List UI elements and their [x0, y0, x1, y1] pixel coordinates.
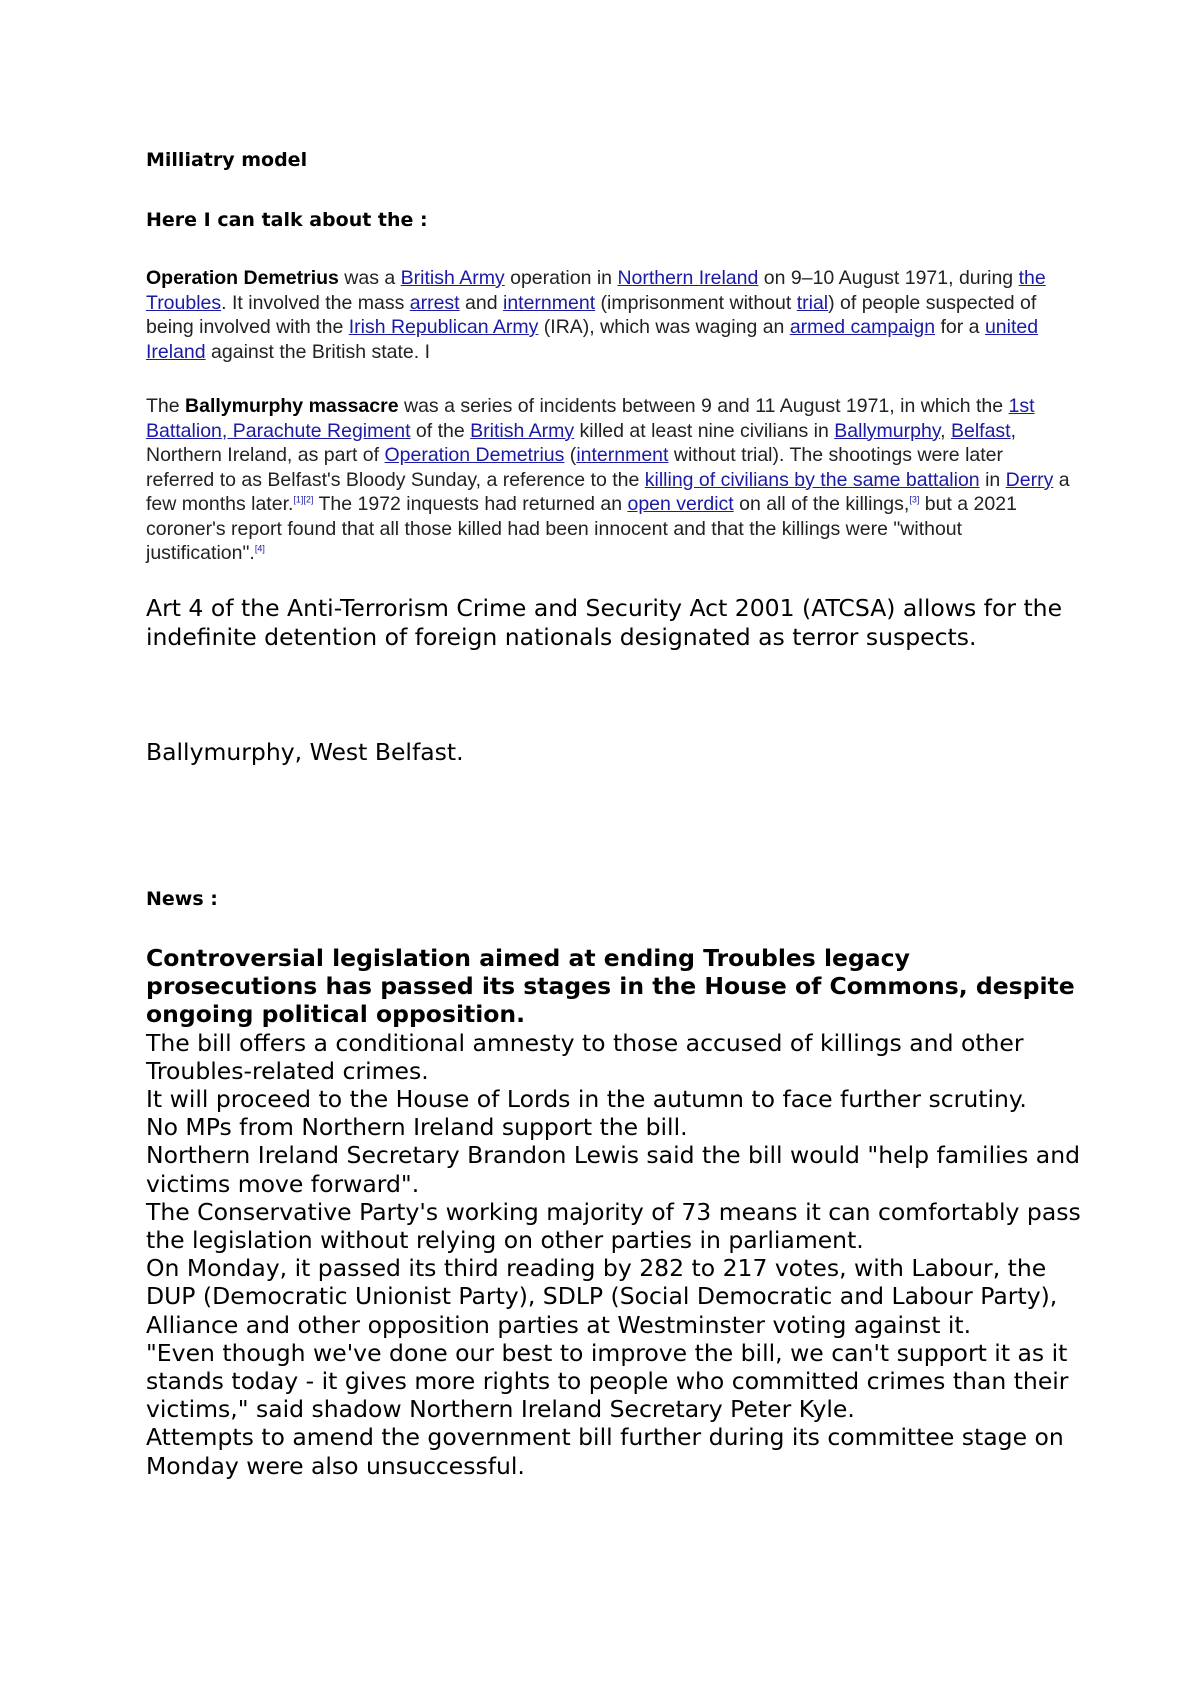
news-line: "Even though we've done our best to improve the bill, we can't support it as it stands today - it gives more rights to people who committed crimes than their victims," said shadow Northern Ireland Secretary Peter Kyle.	[146, 1338, 1069, 1424]
paragraph-ballymurphy-massacre: The Ballymurphy massacre was a series of incidents between 9 and 11 August 1971, in which the 1st Battalion, Parachute Regiment of the British Army killed at least nine civilians in Ballymurphy, Belfast, Northern Ireland, as part of Operation Demetrius (internment without trial). The shootings were later referred to as Belfast's Bloody Sunday, a reference to the killing of civilians by the same battalion in Derry a few months later.[1][2] The 1972 inquests had returned an open verdict on all of the killings,[3] but a 2021 coroner's report found that all those killed had been innocent and that the killings were "without justification".[4]	[146, 395, 1070, 564]
link-trial[interactable]: trial	[796, 291, 829, 314]
link-internment[interactable]: internment	[502, 291, 596, 314]
news-line: The Conservative Party's working majority of 73 means it can comfortably pass the legislation without relying on other parties in parliament.	[146, 1197, 1081, 1255]
citation-4[interactable]: [4]	[254, 543, 265, 554]
link-arrest[interactable]: arrest	[409, 291, 460, 314]
link-operation-demetrius[interactable]: Operation Demetrius	[384, 444, 565, 466]
link-armed-campaign[interactable]: armed campaign	[789, 316, 936, 338]
link-british-army-2[interactable]: British Army	[470, 419, 575, 442]
link-british-army[interactable]: British Army	[400, 267, 505, 289]
link-killing-of-civilians[interactable]: killing of civilians by the same battalion	[644, 468, 980, 491]
news-line: Northern Ireland Secretary Brandon Lewis said the bill would "help families and victims move forward".	[146, 1141, 1081, 1198]
news-line: The bill offers a conditional amnesty to those accused of killings and other Troubles-related crimes.	[146, 1028, 1024, 1085]
term-operation-demetrius: Operation Demetrius	[146, 267, 339, 289]
citation-3[interactable]: [3]	[909, 494, 920, 505]
link-ballymurphy[interactable]: Ballymurphy	[834, 419, 941, 442]
paragraph-art-4-atcsa: Art 4 of the Anti-Terrorism Crime and Security Act 2001 (ATCSA) allows for the indefinite detention of foreign nationals designated as terror suspects.	[146, 594, 1063, 651]
heading-news: News :	[146, 888, 218, 910]
heading-military-model: Milliatry model	[146, 149, 308, 171]
news-line: It will proceed to the House of Lords in the autumn to face further scrutiny.	[146, 1085, 1027, 1114]
link-the-troubles[interactable]: the Troubles	[146, 267, 1046, 314]
link-irish-republican-army[interactable]: Irish Republican Army	[348, 316, 539, 338]
link-open-verdict[interactable]: open verdict	[627, 493, 734, 515]
link-derry[interactable]: Derry	[1005, 468, 1054, 491]
link-united-ireland[interactable]: united Ireland	[146, 316, 1039, 363]
link-internment-2[interactable]: internment	[576, 444, 669, 466]
location-text: Ballymurphy, West Belfast.	[146, 738, 464, 766]
news-article	[146, 944, 1081, 1480]
paragraph-operation-demetrius: Operation Demetrius was a British Army operation in Northern Ireland on 9–10 August 1971, during the Troubles. It involved the mass arrest and internment (imprisonment without trial) of people suspected of being involved with the Irish Republican Army (IRA), which was waging an armed campaign for a united Ireland against the British state. I	[146, 267, 1046, 363]
heading-talk-about: Here I can talk about the :	[146, 209, 428, 231]
news-line: On Monday, it passed its third reading by 282 to 217 votes, with Labour, the DUP (Democratic Unionist Party), SDLP (Social Democratic and Labour Party), Alliance and other opposition parties at Westminster voting against it.	[146, 1254, 1058, 1339]
term-ballymurphy-massacre: Ballymurphy massacre	[185, 395, 399, 417]
link-northern-ireland[interactable]: Northern Ireland	[617, 267, 759, 289]
news-line: Attempts to amend the government bill further during its committee stage on Monday were also unsuccessful.	[146, 1423, 1064, 1480]
news-line: No MPs from Northern Ireland support the bill.	[146, 1113, 688, 1142]
link-belfast[interactable]: Belfast	[950, 419, 1011, 442]
citation-1-2[interactable]: [1][2]	[293, 494, 314, 505]
link-parachute-regiment[interactable]: 1st Battalion, Parachute Regiment	[146, 395, 1035, 442]
news-headline: Controversial legislation aimed at ending Troubles legacy prosecutions has passed its stages in the House of Commons, despite ongoing political opposition.	[146, 944, 1075, 1029]
